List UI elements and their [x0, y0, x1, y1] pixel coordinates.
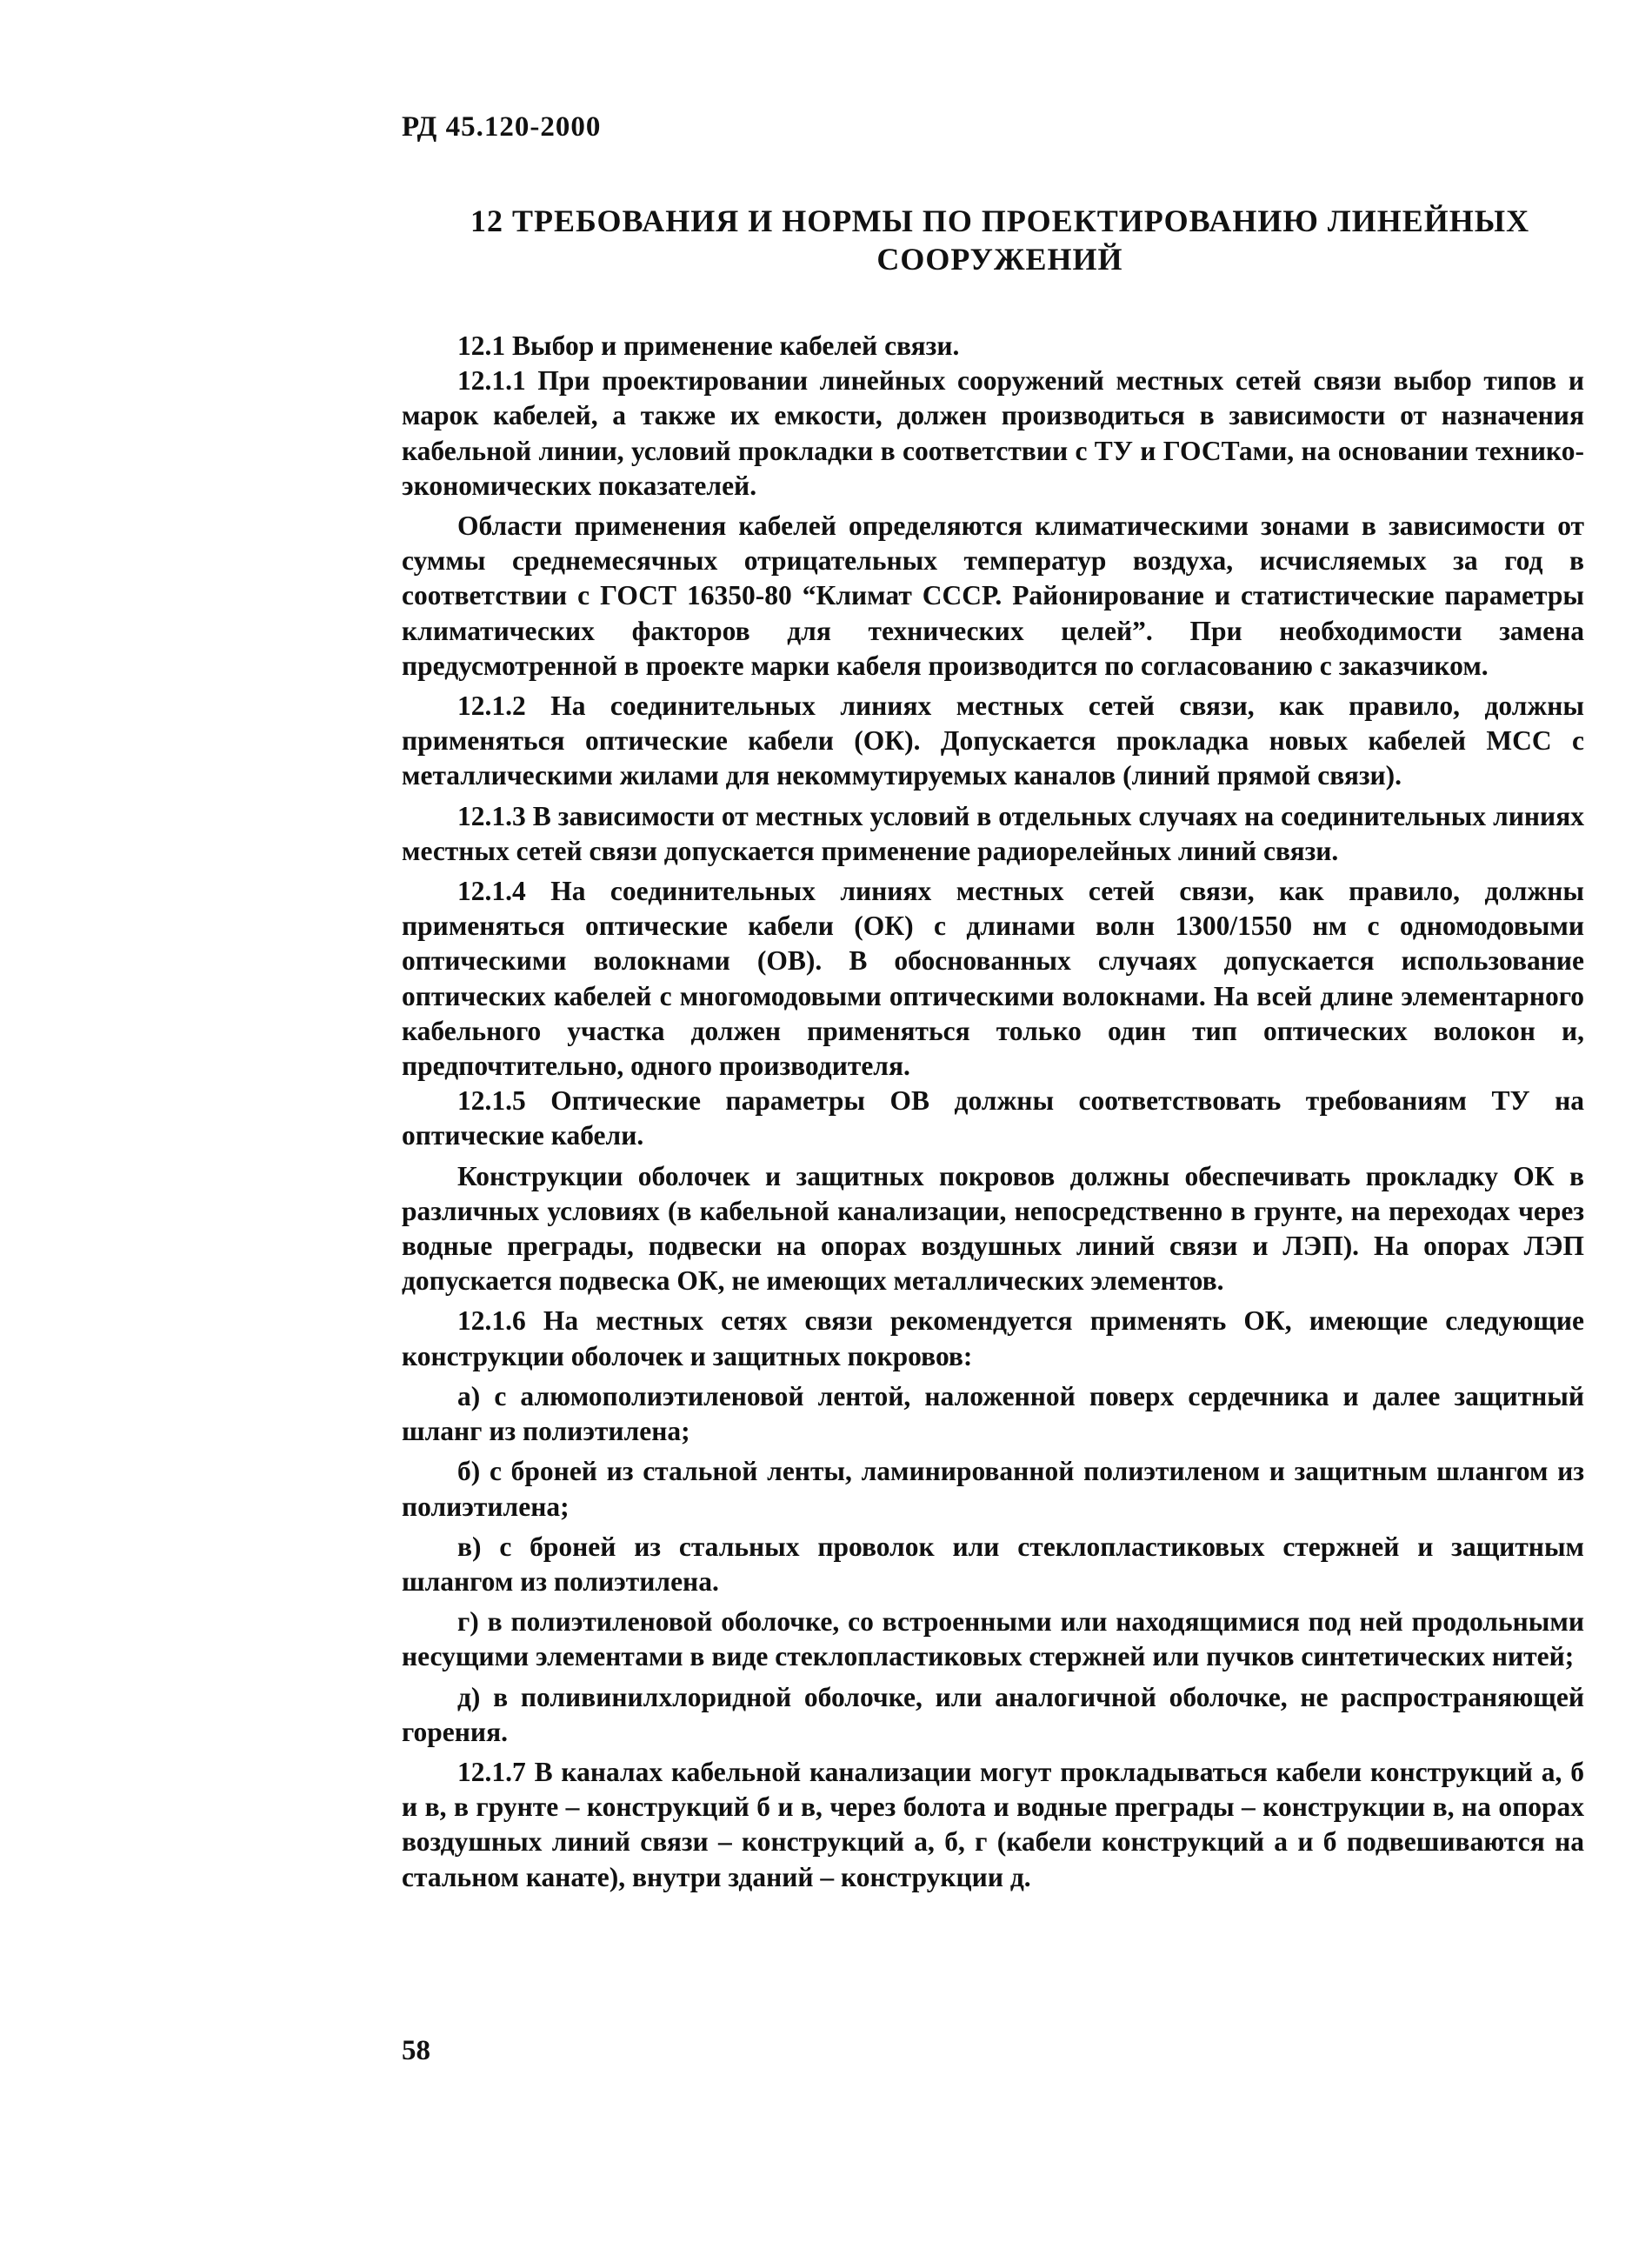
section-title-line-1: 12 ТРЕБОВАНИЯ И НОРМЫ ПО ПРОЕКТИРОВАНИЮ ЛИНЕЙНЫХ: [470, 204, 1530, 238]
paragraph-12-1-1: 12.1.1 При проектировании линейных сооружений местных сетей связи выбор типов и марок кабелей, а также их емкости, должен производиться в зависимости от назначения кабельной линии, условий прокладки в соответствии с ТУ и ГОСТами, на основании технико-экономических показателей.: [402, 365, 1584, 501]
section-title-line-2: СООРУЖЕНИЙ: [876, 242, 1123, 277]
paragraph-constructions: Конструкции оболочек и защитных покровов должны обеспечивать прокладку ОК в различных условиях (в кабельной канализации, непосредственно в грунте, на переходах через водные преграды, подвески на опорах воздушных линий связи и ЛЭП). На опорах ЛЭП допускается подвеска ОК, не имеющих металлических элементов.: [402, 1160, 1584, 1297]
paragraph-application-areas: Области применения кабелей определяются климатическими зонами в зависимости от суммы среднемесячных отрицательных температур воздуха, исчисляемых за год в соответствии с ГОСТ 16350-80 “Климат СССР. Районирование и статистические параметры климатических факторов для технических целей”. При необходимости замена предусмотренной в проекте марки кабеля производится по согласованию с заказчиком.: [402, 510, 1584, 681]
paragraph-12-1-7: 12.1.7 В каналах кабельной канализации могут прокладываться кабели конструкций а, б и в, в грунте – конструкций б и в, через болота и водные преграды – конструкции в, на опорах воздушных линий связи – конструкций а, б, г (кабели конструкций а и б подвешиваются на стальном канате), внутри зданий – конструкции д.: [402, 1756, 1584, 1892]
document-code: РД 45.120-2000: [402, 111, 602, 143]
list-item-b: б) с броней из стальной ленты, ламинированной полиэтиленом и защитным шлангом из полиэтилена;: [402, 1456, 1584, 1522]
list-item-g: г) в полиэтиленовой оболочке, со встроенными или находящимися под ней продольными несущими элементами в виде стеклопластиковых стержней или пучков синтетических нитей;: [402, 1606, 1584, 1672]
list-item-v: в) с броней из стальных проволок или стеклопластиковых стержней и защитным шлангом из полиэтилена.: [402, 1531, 1584, 1597]
list-item-d: д) в поливинилхлоридной оболочке, или аналогичной оболочке, не распространяющей горения.: [402, 1681, 1584, 1747]
paragraph-12-1-4: 12.1.4 На соединительных линиях местных сетей связи, как правило, должны применяться оптические кабели (ОК) с длинами волн 1300/1550 нм с одномодовыми оптическими волокнами (ОВ). В обоснованных случаях допускается использование оптических кабелей с многомодовыми оптическими волокнами. На всей длине элементарного кабельного участка должен применяться только один тип оптических волокон и, предпочтительно, одного производителя.: [402, 876, 1584, 1082]
section-title: [409, 202, 1591, 278]
paragraph-12-1-3: 12.1.3 В зависимости от местных условий в отдельных случаях на соединительных линиях местных сетей связи допускается применение радиорелейных линий связи.: [402, 800, 1584, 866]
paragraph-12-1-6: 12.1.6 На местных сетях связи рекомендуется применять ОК, имеющие следующие конструкции оболочек и защитных покровов:: [402, 1305, 1584, 1371]
body-text: [402, 329, 1584, 1895]
list-item-a: а) с алюмополиэтиленовой лентой, наложенной поверх сердечника и далее защитный шланг из полиэтилена;: [402, 1380, 1584, 1447]
paragraph-12-1-2: 12.1.2 На соединительных линиях местных сетей связи, как правило, должны применяться оптические кабели (ОК). Допускается прокладка новых кабелей МСС с металлическими жилами для некоммутируемых каналов (линий прямой связи).: [402, 691, 1584, 791]
subsection-heading-12-1: 12.1 Выбор и применение кабелей связи.: [457, 330, 960, 361]
paragraph-12-1-5: 12.1.5 Оптические параметры ОВ должны соответствовать требованиям ТУ на оптические кабели.: [402, 1085, 1584, 1151]
page-number: 58: [402, 2035, 430, 2066]
